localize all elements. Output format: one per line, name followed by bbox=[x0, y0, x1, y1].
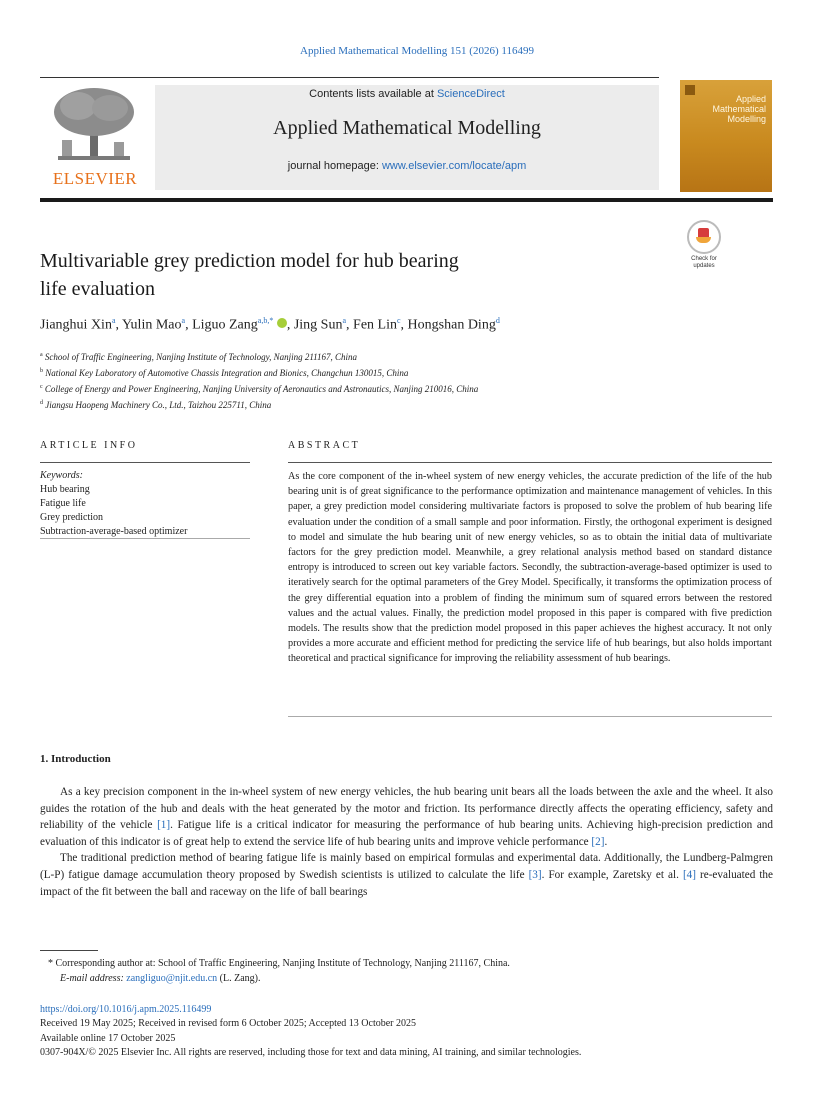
paragraph-text: The traditional prediction method of bearing fatigue life is mainly based on empirical formulas and experimental data. Additionally, the Lundberg-Palmgren (L-P) fatigue damage accumulation theory proposed by Swedish scientists is utilized to calculate the life bbox=[40, 852, 773, 881]
contents-line bbox=[155, 88, 659, 100]
paragraph-text: . Fatigue life is a critical indicator for measuring the performance of hub bearing units. Achieving high-precision prediction and evaluation of this indicator is of great help to extend the service life of hub bearing units and improve vehicle performance bbox=[40, 819, 773, 848]
keyword-item: Fatigue life bbox=[40, 498, 86, 509]
keywords-label: Keywords: bbox=[40, 470, 83, 481]
intro-heading: 1. Introduction bbox=[40, 753, 111, 765]
article-title-line: Multivariable grey prediction model for hub bearing bbox=[40, 250, 459, 272]
affiliation-text: School of Traffic Engineering, Nanjing Institute of Technology, Nanjing 211167, China bbox=[44, 352, 358, 362]
journal-title: Applied Mathematical Modelling bbox=[273, 117, 541, 139]
abstract-rule bbox=[288, 462, 772, 463]
elsevier-logo[interactable] bbox=[40, 84, 150, 190]
footnote-email-line bbox=[40, 971, 773, 986]
keyword-item: Subtraction-average-based optimizer bbox=[40, 526, 188, 537]
copyright-notice: 0307-904X/© 2025 Elsevier Inc. All rights are reserved, including those for text and data mining, AI training, and similar technologies. bbox=[40, 1047, 582, 1059]
cover-tag-icon bbox=[685, 85, 695, 95]
author-affiliation-mark[interactable]: a bbox=[181, 316, 186, 325]
paragraph-text: As a key precision component in the in-wheel system of new energy vehicles, the hub bearing unit bears all the loads between the axle and the wheel. It also guides the rotation of the hub and deals with the heat generated by the motor and friction. Its performance directly affects the operating efficiency, safety and reliability of the vehicle bbox=[40, 786, 773, 832]
elsevier-tree-icon bbox=[48, 84, 140, 166]
contents-prefix: Contents lists available at bbox=[309, 88, 437, 100]
cover-title-line: Modelling bbox=[727, 114, 766, 124]
author-name[interactable]: Jing Sun bbox=[293, 317, 343, 333]
affiliation-item bbox=[40, 380, 780, 396]
doi-link[interactable]: https://doi.org/10.1016/j.apm.2025.116499 bbox=[40, 1004, 212, 1015]
paragraph-text: . bbox=[604, 835, 608, 848]
article-info-rule-bottom bbox=[40, 538, 250, 539]
email-label: E-mail address: bbox=[60, 973, 127, 984]
abstract-heading: ABSTRACT bbox=[288, 440, 361, 451]
author-name[interactable]: Liguo Zang bbox=[192, 317, 258, 333]
orcid-icon[interactable] bbox=[277, 318, 287, 328]
cover-title-line: Mathematical bbox=[712, 104, 766, 114]
cover-title bbox=[712, 94, 766, 124]
article-metadata bbox=[40, 1003, 800, 1061]
abstract-rule-bottom bbox=[288, 716, 772, 717]
intro-paragraph bbox=[40, 784, 773, 850]
author-affiliation-mark[interactable]: a bbox=[111, 316, 116, 325]
journal-cover-thumbnail[interactable] bbox=[680, 80, 772, 192]
homepage-line bbox=[155, 160, 659, 172]
affiliation-mark: d bbox=[40, 400, 43, 406]
sciencedirect-link[interactable]: ScienceDirect bbox=[436, 88, 505, 100]
footnote-mark: * bbox=[48, 958, 53, 969]
author-list: Jianghui Xin$^a$, Yulin Mao$^a$, Liguo Zang$^{a,b,*}$ , Jing Sun$^a$, Fen Lin$^c$, Hongshan Ding$^d$ bbox=[40, 316, 500, 333]
abstract-text: As the core component of the in-wheel system of new energy vehicles, the accurate prediction of the life of the hub bearing unit is of great significance to the performance optimization and maintenance management of vehicles. In this paper, a grey prediction model considering multivariate factors is proposed to solve the problem of hub bearing life evaluation under the condition of a small sample and poor information. Firstly, the orthogonal experiment is designed to model and simulate the hub bearing unit of new energy vehicles, so as to obtain the initial data of multivariate factors for the grey prediction model. Meanwhile, a grey relational analysis method based on standard distance entropy is introduced to screen out key variable factors. Secondly, the subtraction-average-based optimizer is used to iteratively search for the optimal parameters of the Grey Model. Specifically, it transforms the optimization process of the grey differential equation into a problem of finding the minimum sum of squared errors between the restored values and the actual values. Finally, the prediction model proposed in this paper is compared with five prediction models. The results show that the prediction model proposed in this paper achieves the highest accuracy. It not only provides a more accurate and efficient method for predicting the service life of hub bearings, but also holds important theoretical and practical significance for improving the reliability assessment of hub bearings. bbox=[288, 471, 772, 665]
paragraph-text: re-evaluated the impact of the fit between the ball and raceway on the life of ball bearings bbox=[40, 868, 773, 898]
author-affiliation-mark[interactable]: a,b,* bbox=[257, 316, 274, 325]
reference-link[interactable]: [3] bbox=[528, 868, 542, 881]
header-rule-top bbox=[40, 77, 659, 78]
affiliation-text: National Key Laboratory of Automotive Chassis Integration and Bionics, Changchun 130015, China bbox=[45, 368, 409, 378]
affiliation-text: Jiangsu Haopeng Machinery Co., Ltd., Taizhou 225711, China bbox=[45, 400, 272, 410]
cover-title-line: Applied bbox=[735, 94, 766, 104]
author-affiliation-mark[interactable]: a bbox=[342, 316, 347, 325]
keywords-block bbox=[40, 469, 250, 539]
reference-link[interactable]: [4] bbox=[682, 868, 696, 881]
check-for-updates-button[interactable] bbox=[683, 220, 725, 269]
footnote-line bbox=[40, 956, 773, 971]
keyword-item: Grey prediction bbox=[40, 512, 104, 523]
crossmark-icon bbox=[687, 220, 721, 254]
available-online-date: Available online 17 October 2025 bbox=[40, 1032, 176, 1044]
paragraph-text: . For example, Zaretsky et al. bbox=[541, 868, 683, 881]
received-dates: Received 19 May 2025; Received in revised form 6 October 2025; Accepted 13 October 2025 bbox=[40, 1018, 417, 1030]
email-suffix: (L. Zang). bbox=[217, 973, 261, 984]
intro-paragraph bbox=[40, 850, 773, 900]
citation-link[interactable]: Applied Mathematical Modelling 151 (2026) 116499 bbox=[300, 45, 534, 57]
footnote-rule bbox=[40, 950, 98, 951]
homepage-link[interactable]: www.elsevier.com/locate/apm bbox=[381, 160, 527, 172]
reference-link[interactable]: [1] bbox=[157, 819, 171, 832]
author-name[interactable]: Jianghui Xin bbox=[40, 317, 112, 333]
author-name[interactable]: Fen Lin bbox=[353, 317, 397, 333]
author-affiliation-mark[interactable]: c bbox=[396, 316, 401, 325]
author-name[interactable]: Hongshan Ding bbox=[407, 317, 496, 333]
affiliation-mark: a bbox=[40, 352, 43, 358]
author-affiliation-mark[interactable]: d bbox=[495, 316, 500, 325]
journal-masthead bbox=[155, 85, 659, 190]
homepage-prefix: journal homepage: bbox=[287, 160, 382, 172]
email-link[interactable]: zangliguo@njit.edu.cn bbox=[126, 973, 218, 984]
affiliation-text: College of Energy and Power Engineering, Nanjing University of Aeronautics and Astronautics, Nanjing 210016, China bbox=[44, 384, 479, 394]
journal-citation[interactable] bbox=[0, 45, 834, 57]
article-info-heading: ARTICLE INFO bbox=[40, 440, 138, 451]
affiliation-item bbox=[40, 348, 780, 364]
article-title bbox=[40, 247, 660, 303]
article-title-line: life evaluation bbox=[40, 278, 155, 300]
reference-link[interactable]: [2] bbox=[591, 835, 605, 848]
affiliation-item bbox=[40, 396, 780, 412]
affiliation-mark: c bbox=[40, 384, 43, 390]
affiliation-mark: b bbox=[40, 368, 43, 374]
affiliation-item bbox=[40, 364, 780, 380]
keyword-item: Hub bearing bbox=[40, 484, 90, 495]
elsevier-wordmark: ELSEVIER bbox=[52, 169, 138, 188]
article-info-rule bbox=[40, 462, 250, 463]
author-name[interactable]: Yulin Mao bbox=[122, 317, 182, 333]
corresponding-author-footnote bbox=[40, 956, 773, 986]
crossmark-label: Check for updates bbox=[691, 256, 717, 269]
header-rule-bottom bbox=[40, 198, 773, 202]
footnote-text: Corresponding author at: School of Traffic Engineering, Nanjing Institute of Technology, Nanjing 211167, China. bbox=[53, 958, 510, 969]
intro-body bbox=[40, 784, 773, 900]
affiliation-list bbox=[40, 348, 780, 412]
